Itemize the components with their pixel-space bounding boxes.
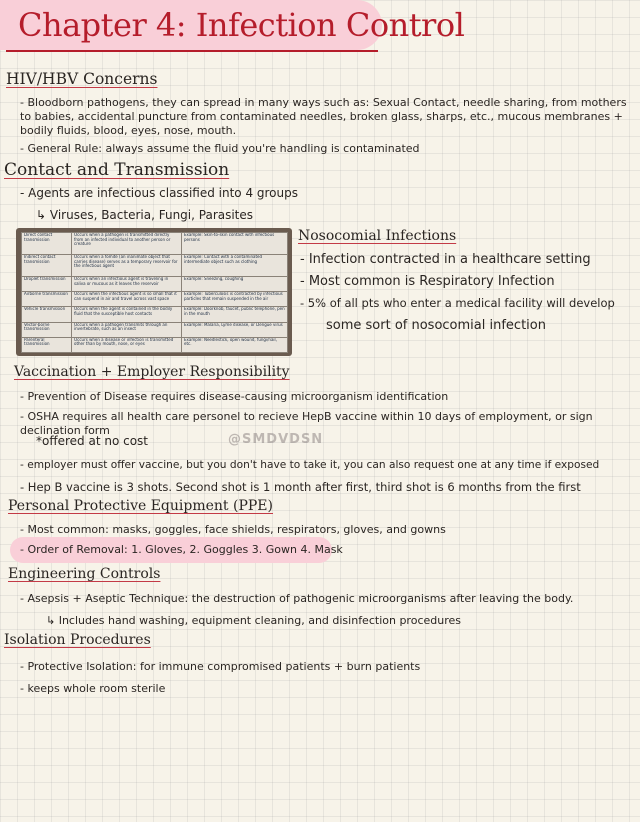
table-row: [22, 233, 288, 255]
engineering-bullet-includes: ↳ Includes hand washing, equipment cleaning, and disinfection procedures: [46, 614, 461, 627]
section-heading-hiv: HIV/HBV Concerns: [6, 70, 158, 88]
table-cell: Occurs when a disease or infection is transmitted other than by mouth, nose, or eyes: [72, 337, 182, 352]
isolation-bullet-sterile: - keeps whole room sterile: [20, 682, 166, 695]
table-cell: Example: Needlestick, open wound, fungi/nail, etc.: [182, 337, 288, 352]
ppe-bullet-removal-order: - Order of Removal: 1. Gloves, 2. Goggles 3. Gown 4. Mask: [20, 543, 343, 556]
table-cell: Occurs when a pathogen is transmitted directly from an infected individual to another person or creature: [72, 233, 182, 255]
vaccination-bullet-employer: - employer must offer vaccine, but you don't have to take it, you can also request one at any time if exposed: [20, 459, 600, 471]
transmission-table: [21, 232, 288, 353]
table-cell: Direct contact transmission: [22, 233, 72, 255]
table-cell: Vehicle transmission: [22, 307, 72, 322]
watermark: @SMDVDSN: [228, 432, 324, 447]
hiv-bullet-pathogens: - Bloodborn pathogens, they can spread in many ways such as: Sexual Contact, needle sharing, from mothers to babies, accidental puncture from contaminated needles, broken glass, sharps, etc., mucous membranes + bodily fluids, blood, eyes, nose, mouth.: [20, 96, 627, 137]
nosocomial-bullet-healthcare: - Infection contracted in a healthcare setting: [300, 252, 591, 267]
table-cell: Indirect contact transmission: [22, 255, 72, 277]
table-cell: Parenteral transmission: [22, 337, 72, 352]
table-row: [22, 337, 288, 352]
table-cell: Example: Malaria, Lyme disease, or Dengue virus: [182, 322, 288, 337]
page-title: Chapter 4: Infection Control: [18, 6, 465, 44]
contact-bullet-groups: - Agents are infectious classified into 4 groups: [20, 186, 298, 200]
table-cell: Occurs when a fomite (an inanimate object that carries disease) serves as a temporary reservoir for the infectious agent: [72, 255, 182, 277]
nosocomial-bullet-percent: - 5% of all pts who enter a medical facility will develop: [300, 296, 615, 310]
table-cell: Example: Contact with a contaminated intermediate object such as clothing: [182, 255, 288, 277]
section-heading-nosocomial: Nosocomial Infections: [298, 228, 457, 244]
section-heading-ppe: Personal Protective Equipment (PPE): [8, 498, 273, 514]
section-heading-contact: Contact and Transmission: [4, 160, 230, 180]
table-row: [22, 307, 288, 322]
table-cell: Example: Skin-to-skin contact with infectious persons: [182, 233, 288, 255]
isolation-bullet-protective: - Protective Isolation: for immune compromised patients + burn patients: [20, 660, 421, 673]
contact-bullet-agents: ↳ Viruses, Bacteria, Fungi, Parasites: [36, 208, 254, 222]
table-cell: Occurs when the agent is contained in the bodily fluid that the susceptible host contacts: [72, 307, 182, 322]
transmission-table-photo: [16, 228, 292, 356]
hiv-bullet-general-rule: - General Rule: always assume the fluid you're handling is contaminated: [20, 142, 420, 155]
table-row: [22, 277, 288, 292]
section-heading-isolation: Isolation Procedures: [4, 632, 151, 648]
table-cell: Occurs when a pathogen transmits through an invertebrate, such as an insect: [72, 322, 182, 337]
vaccination-bullet-prevention: - Prevention of Disease requires disease-causing microorganism identification: [20, 390, 449, 403]
ppe-bullet-common: - Most common: masks, goggles, face shields, respirators, gloves, and gowns: [20, 523, 446, 536]
table-cell: Occurs when an infectious agent is traveling in saliva or mucous as it leaves the reservoir: [72, 277, 182, 292]
table-row: [22, 292, 288, 307]
title-underline: [6, 50, 378, 52]
section-heading-engineering: Engineering Controls: [8, 566, 161, 582]
table-row: [22, 322, 288, 337]
vaccination-bullet-hepb: - Hep B vaccine is 3 shots. Second shot is 1 month after first, third shot is 6 months from the first: [20, 480, 581, 494]
nosocomial-bullet-respiratory: - Most common is Respiratory Infection: [300, 274, 555, 289]
nosocomial-bullet-percent-cont: some sort of nosocomial infection: [326, 318, 546, 333]
vaccination-note-cost: *offered at no cost: [36, 434, 149, 448]
engineering-bullet-asepsis: - Asepsis + Aseptic Technique: the destruction of pathogenic microorganisms after leaving the body.: [20, 592, 574, 605]
table-cell: Occurs when the infectious agent is so small that it can suspend in air and travel across vast space: [72, 292, 182, 307]
table-cell: Airborne transmission: [22, 292, 72, 307]
table-cell: Vector-borne transmission: [22, 322, 72, 337]
table-cell: Example: Sneezing, coughing: [182, 277, 288, 292]
table-cell: Example: Doorknob, faucet, public telephone, pen in the mouth: [182, 307, 288, 322]
section-heading-vaccination: Vaccination + Employer Responsibility: [14, 364, 290, 380]
table-cell: Droplet transmission: [22, 277, 72, 292]
table-row: [22, 255, 288, 277]
table-cell: Example: Tuberculosis is contracted by infectious particles that remain suspended in the air: [182, 292, 288, 307]
vaccination-bullet-osha: - OSHA requires all health care personel to recieve HepB vaccine within 10 days of employment, or sign declination form: [20, 410, 593, 437]
